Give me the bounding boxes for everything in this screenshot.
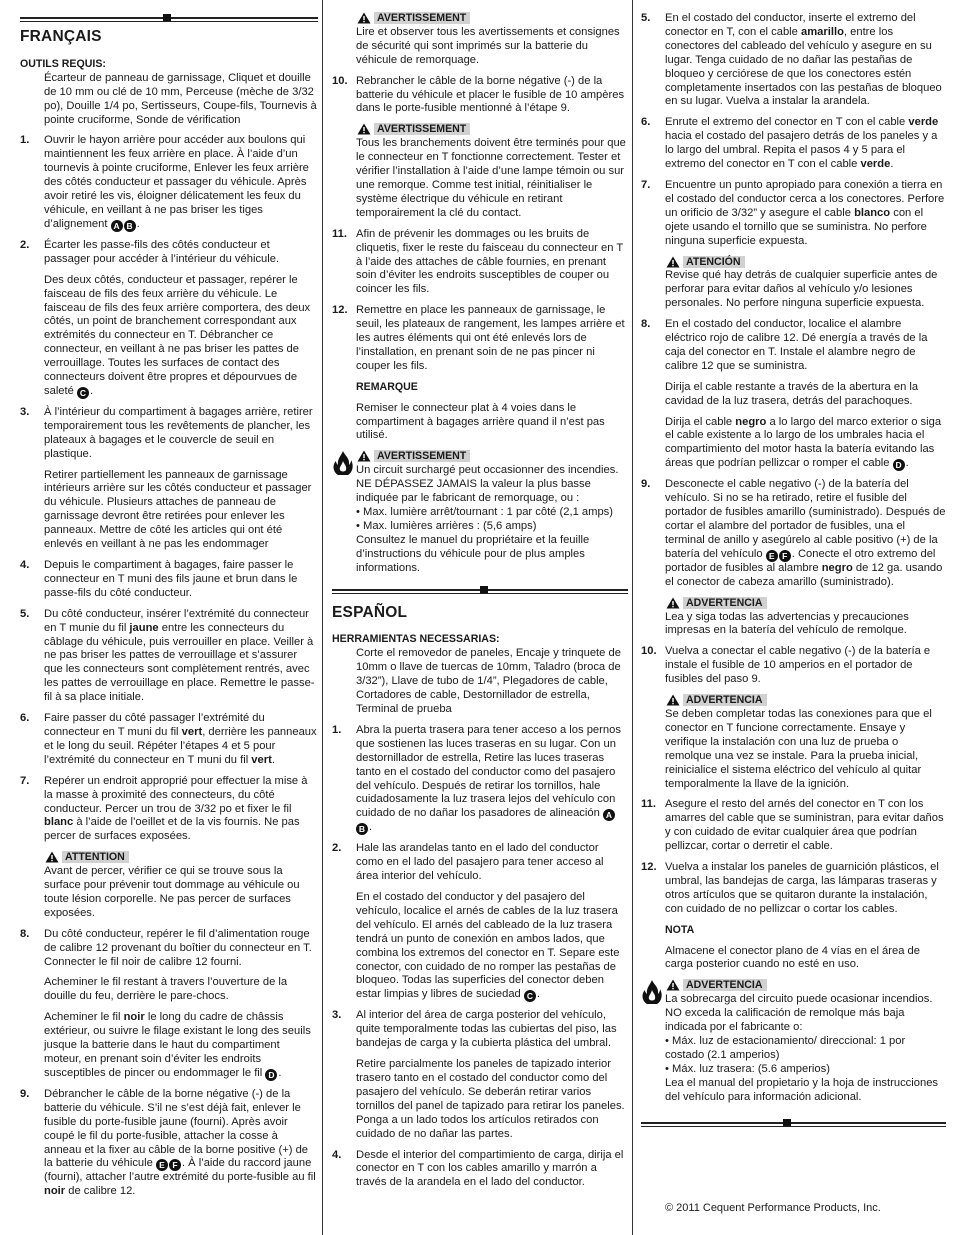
label-c-icon: C — [77, 387, 89, 399]
step-8: 8. Du côté conducteur, repérer le fil d’alimentation rouge de calibre 12 provenant du boîtier du connecteur en T. Connecter le fil noir de calibre 12 fourni. Acheminer le fil restant à travers l’ouverture de la douille du feu, derrière le pare-chocs. Acheminer le fil noir le long du cadre de châssis extérieur, ou suivre le filage existant le long des seuils jusque la batterie dans le haut du compartiment moteur, en prenant soin d’éviter les endroits susceptibles de pincer ou endommager le fil D . — [20, 927, 312, 1080]
list-item: • Max. lumières arrières : (5,6 amps) — [356, 519, 537, 532]
column-spanish-2 — [632, 0, 954, 1235]
advertencia-label: ADVERTENCIA — [686, 694, 763, 707]
nota-heading: NOTA — [665, 923, 695, 936]
attention-text: Avant de percer, vérifier ce qui se trouve sous la surface pour prévenir tout dommage au véhicule ou toute lésion corporelle. Ne pas percer de surfaces exposées. — [44, 865, 300, 919]
advertencia-block-2 — [665, 694, 946, 791]
nota-text: Almacene el conector plano de 4 vías en el área de carga posterior cuando no esté en uso. — [665, 944, 920, 971]
attention-block — [44, 851, 318, 921]
warning-triangle-icon — [357, 450, 371, 462]
warning-triangle-icon — [666, 979, 680, 991]
list-item: • Máx. luz trasera: (5.6 amperios) — [665, 1062, 830, 1075]
copyright-notice: © 2011 Cequent Performance Products, Inc. — [665, 1202, 881, 1214]
warning-triangle-icon — [666, 256, 680, 268]
label-f-icon: F — [169, 1159, 181, 1171]
step-9: 9. Débrancher le câble de la borne négative (-) de la batterie du véhicule. S’il ne s’est déjà fait, enlever le fusible du porte-fusible jaune (fourni). Après avoir coupé le fil du porte-fusible, attacher la cosse à anneau et la fixer au câble de la borne positive (+) de la batterie du véhicule E F . À l’aide du raccord jaune (fourni), attacher l’autre extrémité du porte-fusible au fil noir de calibre 12. — [20, 1087, 316, 1198]
section-divider — [641, 1117, 946, 1129]
avertissement-block-1 — [332, 12, 628, 68]
label-e-icon: E — [156, 1159, 168, 1171]
tools-heading: HERRAMIENTAS NECESSARIAS: — [332, 633, 500, 646]
avertissement-block-2 — [356, 123, 628, 220]
fire-warning-icon — [641, 979, 663, 1007]
label-f-icon: F — [779, 550, 791, 562]
warning-triangle-icon — [45, 851, 59, 863]
section-divider — [332, 584, 628, 596]
paso-12: 12. Vuelva a instalar los paneles de guarnición plásticos, el umbral, las bandejas de carga, las lámparas traseras y otros artículos que se quitaron durante la instalación, con cuidado de no pellizcar o cortar los cables. NOTA Almacene el conector plano de 4 vías en el área de carga posterior cuando no esté en uso. — [641, 861, 946, 972]
warning-triangle-icon — [666, 694, 680, 706]
step-3: 3. À l’intérieur du compartiment à bagages arrière, retirer temporairement tous les revêtements de plancher, les plateaux à bagages et le couvercle de seuil en plastique. Retirer partiellement les panneaux de garnissage intérieurs arrière sur les côtés conducteur et passager du véhicule. Plusieurs attaches de panneau de garnissage devront être retirées pour enlever les panneaux. Mettre de côté les articles qui ont été enlevés en veillant à ne pas les endommager — [20, 405, 313, 551]
advertencia-label: ADVERTENCIA — [686, 596, 763, 609]
remarque-text: Remiser le connecteur plat à 4 voies dans le compartiment à bagages arrière quand il n’est pas utilisé. — [356, 401, 605, 442]
label-a-icon: A — [111, 220, 123, 232]
avertissement-text: Tous les branchements doivent être terminés pour que le connecteur en T fonctionne correctement. Tester et vérifier l’installation à l’aide d’une lampe témoin ou sur une remorque. Comme test initial, réinitialiser le système électrique du véhicule en retirant temporairement la clé du contact. — [356, 137, 626, 219]
step-11: 11. Afin de prévenir les dommages ou les bruits de cliquetis, fixer le reste du faisceau du connecteur en T à l’aide des attaches de câble fournies, en prenant soin d’éviter les endroits susceptibles de couper ou coincer les fils. — [332, 227, 623, 296]
step-10: 10. Rebrancher le câble de la borne négative (-) de la batterie du véhicule et placer le fusible de 10 ampères dans le porte-fusible mentionné à l’étape 9. AVERTISSEMENT Tous les branchements doivent être terminés pour que le connecteur en T fonctionne correctement. Tester et vérifier l’installation à l’aide d’une lampe témoin ou sur une remorque. Comme test initial, réinitialiser le système électrique du véhicule en retirant temporairement la clé du contact. — [332, 75, 628, 221]
avertissement-label: AVERTISSEMENT — [377, 123, 467, 136]
paso-1: 1. Abra la puerta trasera para tener acceso a los pernos que sostienen las luces traseras en su lugar. Con un destornillador de estrella, Retire las luces traseras tanto en el costado del conductor como del pasajero del vehículo. Después de retirar los tornillos, hale cuidadosamente la luz trasera lejos del vehículo con cuidado de no dañar los pasadores de alineación AB . — [332, 723, 621, 835]
warning-triangle-icon — [357, 12, 371, 24]
advertencia-text: Lea y siga todas las advertencias y precauciones impresas en la batería del vehículo de remolque. — [665, 610, 909, 637]
warning-triangle-icon — [357, 123, 371, 135]
atencion-label: ATENCIÓN — [686, 255, 741, 268]
section-divider — [20, 12, 318, 24]
step-5: 5. Du côté conducteur, insérer l’extrémité du connecteur en T munie du fil jaune entre les connecteurs du câblage du véhicule, puis verrouiller en place. Veiller à ne pas briser les pattes de verrouillage et s’assurer que les connecteurs sont complètement rentrés, avec les pattes de verrouillage en place. Remettre le passe-fil à sa place initiale. — [20, 607, 315, 704]
section-title-spanish: ESPAÑOL — [332, 603, 408, 621]
advertencia-label: ADVERTENCIA — [686, 979, 763, 992]
label-d-icon: D — [893, 459, 905, 471]
avertissement-label: AVERTISSEMENT — [377, 12, 467, 24]
column-french-spanish — [322, 0, 632, 1235]
avertissement-text: Lire et observer tous les avertissements et consignes de sécurité qui sont imprimés sur la batterie du véhicule de remorquage. — [356, 25, 620, 66]
attention-label: ATTENTION — [65, 851, 125, 864]
advertencia-text: Se deben completar todas las conexiones para que el conector en T funcione correctamente. Ensaye y verifique la instalación con una luz de prueba o remolque una vez se instale. Para la prueba inicial, reinicialice el sistema eléctrico del vehículo al quitar temporalmente la llave de la ignición. — [665, 707, 932, 790]
atencion-text: Revise qué hay detrás de cualquier superficie antes de perforar para evitar daños al vehículo y/o lesiones personales. No perfore ninguna superficie expuesta. — [665, 269, 938, 310]
tools-heading: OUTILS REQUIS: — [20, 57, 106, 70]
paso-7: 7. Encuentre un punto apropiado para conexión a tierra en el costado del conductor cerca a los conectores. Perfore un orificio de 3/32” y asegure el cable blanco con el ojete usando el tornillo que se suministra. No perfore ninguna superficie expuesta. ATENCIÓN Revise qué hay detrás de cualquier superficie antes de perforar para evitar daños al vehículo y/o lesiones personales. No perfore ninguna superficie expuesta. — [641, 178, 945, 310]
label-c-icon: C — [524, 990, 536, 1002]
tools-list: Corte el removedor de paneles, Encaje y trinquete de 10mm o llave de tuercas de 10mm, Taladro (broca de 3/32”), Llave de tubo de 1/4”, Plegadores de cable, Cortadores de cable, Destornillador de estrella, Terminal de prueba — [356, 647, 621, 715]
paso-8: 8. En el costado del conductor, localice el alambre eléctrico rojo de calibre 12. Dé energía a través de la caja del conector en T. Instale el alambre negro de calibre 12 que se suministra. Dirija el cable restante a través de la abertura en la cavidad de la luz trasera, detrás del parachoques. Dirija el cable negro a lo largo del marco exterior o siga el cable existente a lo largo de los umbrales hacia el compartimiento del motor hasta la batería evitando las áreas que podrían pellizcar o romper el cable D . — [641, 318, 942, 471]
step-2: 2. Écarter les passe-fils des côtés conducteur et passager pour accéder à l’intérieur du véhicule. Des deux côtés, conducteur et passager, repérer le faisceau de fils des feux arrière du véhicule. Le faisceau de fils des feux arrière comportera, des deux côtés, un point de branchement correspondant aux extrémités du connecteur en T. Débrancher ce connecteur, en veillant à ne pas briser les pattes de verrouillage. Toutes les surfaces de contact des connecteurs doivent être propres et dépourvues de saleté C . — [20, 238, 311, 398]
paso-6: 6. Enrute el extremo del conector en T con el cable verde hacia el costado del pasajero detrás de los paneles y a lo largo del umbral. Repita el pasos 4 y 5 para el extremo del conector en T con el cable verde. — [641, 116, 939, 171]
paso-11: 11. Asegure el resto del arnés del conector en T con los amarres del cable que se suministran, para evitar daños y con cuidado de evitar cualquier área que podrían pellizcar, cortar o derretir el cable. — [641, 798, 944, 853]
paso-3: 3. Al interior del área de carga posterior del vehículo, quite temporalmente todas las cubiertas del piso, las bandejas de carga y la cubierta plástica del umbral. Retire parcialmente los paneles de tapizado interior trasero tanto en el costado del conductor como del pasajero del vehículo. Se deberán retirar varios tornillos del panel de tapizado para retirar los paneles. Ponga a un lado todos los artículos retirados con cuidado de no dañar las partes. — [332, 1009, 625, 1140]
fire-warning-block-es: ADVERTENCIA La sobrecarga del circuito puede ocasionar incendios. NO exceda la calificación de remolque más baja indicada por el fabricante o: • Máx. luz de estacionamiento/ direccional: 1 por costado (2.1 amperios) • Máx. luz trasera: (5.6 amperios) Lea el manual del propietario y la hoja de instrucciones del vehículo para información adicional. — [641, 979, 946, 1104]
label-e-icon: E — [766, 550, 778, 562]
remarque-heading: REMARQUE — [356, 380, 418, 393]
list-item: • Max. lumière arrêt/tournant : 1 par côté (2,1 amps) — [356, 506, 613, 518]
label-b-icon: B — [124, 220, 136, 232]
label-d-icon: D — [265, 1069, 277, 1081]
warning-triangle-icon — [666, 597, 680, 609]
section-title-french: FRANÇAIS — [20, 28, 102, 45]
paso-9: 9. Desconecte el cable negativo (-) de la batería del vehículo. Si no se ha retirado, retire el fusible del portador de fusibles amarillo (suministrado). Después de cortar el alambre del portador de fusibles, una el terminal de anillo y asegúrelo al cable positivo (+) de la batería del vehículo E F . Conecte el otro extremo del portador de fusibles al alambre negro de 12 ga. usando el conector de cabeza amarillo (suministrado). ADVERTENCIA Lea y siga todas las advertencias y precauciones impresas en la batería del vehículo de remolque. — [641, 478, 946, 637]
paso-10: 10. Vuelva a conectar el cable negativo (-) de la batería e instale el fusible de 10 amperios en el portador de fusibles del paso 9. ADVERTENCIA Se deben completar todas las conexiones para que el conector en T funcione correctamente. Ensaye y verifique la instalación con una luz de prueba o remolque una vez se instale. Para la prueba inicial, reinicialice el sistema eléctrico del vehículo al quitar temporalmente la llave de la ignición. — [641, 645, 946, 791]
step-4: 4. Depuis le compartiment à bagages, faire passer le connecteur en T muni des fils jaune et brun dans le passe-fils du côté conducteur. — [20, 559, 298, 599]
step-7: 7. Repérer un endroit approprié pour effectuer la mise à la masse à proximité des connecteurs, du côté conducteur. Percer un trou de 3/32 po et fixer le fil blanc à l’aide de l’oeillet et de la vis fournis. Ne pas percer de surfaces exposées. ATTENTION Avant de percer, vérifier ce qui se trouve sous la surface pour prévenir tout dommage au véhicule ou toute lésion corporelle. Ne pas percer de surfaces exposées. — [20, 775, 318, 921]
column-french-1 — [0, 0, 322, 1235]
paso-2: 2. Hale las arandelas tanto en el lado del conductor como en el lado del pasajero para tener acceso al área interior del vehículo. En el costado del conductor y del pasajero del vehículo, localice el arnés de cables de la luz trasera del vehículo. El arnés del cableado de la luz trasera tendrá un punto de conexión en ambos lados, que combina los extremos del conector en T. Separe este conector, con cuidado de no romper las pestañas de bloqueo. Todas las superficies del conector deben estar limpias y libres de suciedad C . — [332, 842, 620, 1002]
fire-warning-block-fr: AVERTISSEMENT Un circuit surchargé peut occasionner des incendies. NE DÉPASSEZ JAMAIS la valeur la plus basse indiquée par le fabricant de remorquage, ou : • Max. lumière arrêt/tournant : 1 par côté (2,1 amps) • Max. lumières arrières : (5,6 amps) Consultez le manuel du propriétaire et la feuille d’instructions du véhicule pour de plus amples informations. — [332, 450, 628, 575]
step-6: 6. Faire passer du côté passager l’extrémité du connecteur en T muni du fil vert, derrière les panneaux et le long du seuil. Répéter l’étapes 4 et 5 pour l’extrémité du connecteur en T muni du fil vert. — [20, 712, 317, 766]
label-b-icon: B — [356, 823, 368, 835]
list-item: • Máx. luz de estacionamiento/ direccional: 1 por costado (2.1 amperios) — [665, 1035, 906, 1061]
label-a-icon: A — [603, 809, 615, 821]
paso-4: 4. Desde el interior del compartimiento de carga, dirija el conector en T con los cables amarillo y marrón a través de la arandela en el lado del conductor. — [332, 1148, 624, 1189]
fire-warning-icon — [332, 450, 354, 478]
atencion-block — [665, 256, 946, 312]
tools-list: Écarteur de panneau de garnissage, Cliquet et douille de 10 mm ou clé de 10 mm, Perceuse (mèche de 3/32 po), Douille 1/4 po, Sertisseurs, Coupe-fils, Tournevis à pointe cruciforme, Sonde de vérification — [44, 71, 317, 126]
paso-5: 5. En el costado del conductor, inserte el extremo del conector en T, con el cable amarillo, entre los conectores del cableado del vehículo y asegure en su lugar. Tenga cuidado de no dañar las pestañas de bloqueo y cerciórese de que los conectores estén completamente insertados con las pestañas de bloqueo en su lugar. Vuelva a instalar la arandela. — [641, 12, 942, 108]
step-1: 1. Ouvrir le hayon arrière pour accéder aux boulons qui maintiennent les feux arrière en place. À l’aide d’un tournevis à pointe cruciforme, Enlever les feux arrière des côtés conducteur et passager du véhicule. Après avoir retiré les vis, éloigner délicatement les feux du véhicule, en veillant à ne pas briser les tiges d’alignement A B . — [20, 134, 309, 231]
avertissement-label: AVERTISSEMENT — [377, 450, 467, 463]
advertencia-block-1 — [665, 597, 946, 639]
step-12: 12. Remettre en place les panneaux de garnissage, le seuil, les plateaux de rangement, les lampes arrière et les autres éléments qui ont été enlevés lors de l’installation, en prenant soin de ne pas pincer ni couper les fils. REMARQUE Remiser le connecteur plat à 4 voies dans le compartiment à bagages arrière quand il n’est pas utilisé. — [332, 304, 628, 443]
